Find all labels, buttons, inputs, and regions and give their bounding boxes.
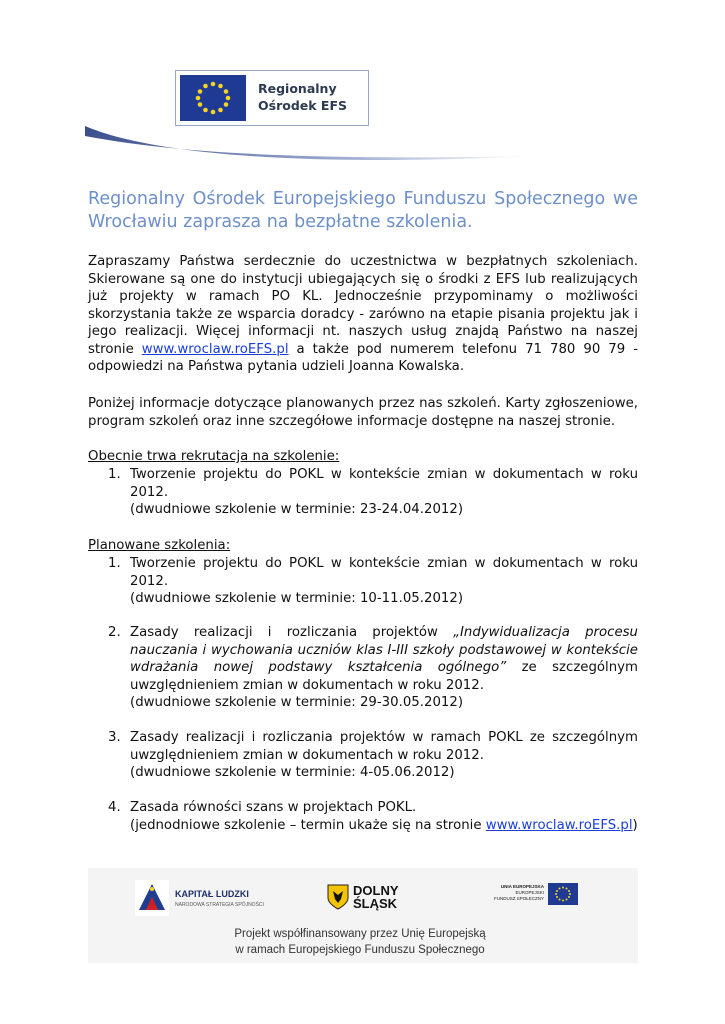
item-number: 1. bbox=[108, 556, 121, 571]
ue-line-1: UNIA EUROPEJSKA bbox=[500, 884, 544, 889]
item-term bbox=[130, 817, 638, 835]
item-number: 3. bbox=[108, 730, 121, 745]
website-link[interactable]: www.wroclaw.roEFS.pl bbox=[141, 341, 289, 357]
kapital-ludzki-icon bbox=[135, 880, 169, 916]
ds-line-1: DOLNY bbox=[353, 883, 399, 898]
footer-caption-line-1: Projekt współfinansowany przez Unię Europejską bbox=[234, 928, 486, 940]
ue-line-2: EUROPEJSKI bbox=[515, 890, 544, 895]
item-number: 4. bbox=[108, 800, 121, 815]
eu-fund-logo bbox=[490, 880, 585, 916]
kapital-ludzki-logo bbox=[135, 880, 275, 918]
intro-text: Zapraszamy Państwa serdecznie do uczestnictwa w bezpłatnych szkoleniach. Skierowane są one do instytucji ubiegających się o środki z EFS lub realizujących już projekty w ramach PO KL. Jednocześnie przypominamy o możliwości skorzystania także ze wsparcia doradcy - zarówno na etapie pisania projektu jak i jego realizacji. Więcej informacji nt. naszych usług znajdą Państwo na naszej stronie bbox=[88, 254, 638, 357]
item-title-start: Zasady realizacji i rozliczania projektów bbox=[130, 625, 454, 640]
kl-name: KAPITAŁ LUDZKI bbox=[175, 889, 249, 899]
dolny-slask-logo bbox=[325, 878, 415, 922]
document-title: Regionalny Ośrodek Europejskiego Funduszu Społecznego we Wrocławiu zaprasza na bezpłatne szkolenia. bbox=[88, 189, 638, 232]
ue-line-3: FUNDUSZ SPOŁECZNY bbox=[493, 896, 544, 901]
item-title: Zasada równości szans w projektach POKL. bbox=[130, 800, 417, 815]
item-title: Tworzenie projektu do POKL w kontekście zmian w dokumentach w roku 2012. bbox=[130, 556, 638, 589]
item-title-italic: „Indywidualizacja procesu nauczania i wychowania uczniów klas I-III szkoły podstawowej w kontekście wdrażania nowej podstawy kształcenia ogólnego” bbox=[130, 625, 638, 675]
kl-subtitle: NARODOWA STRATEGIA SPÓJNOŚCI bbox=[175, 902, 264, 908]
item-term: (dwudniowe szkolenie w terminie: 29-30.05.2012) bbox=[130, 695, 464, 710]
item-term: (dwudniowe szkolenie w terminie: 4-05.06.2012) bbox=[130, 765, 455, 780]
item-term-start: (jednodniowe szkolenie – termin ukaże się na stronie bbox=[130, 817, 486, 833]
item-term: (dwudniowe szkolenie w terminie: 10-11.05.2012) bbox=[130, 591, 464, 606]
item-number: 1. bbox=[108, 467, 121, 482]
planned-heading: Planowane szkolenia: bbox=[88, 538, 231, 553]
logo-line-1: Regionalny bbox=[258, 81, 337, 96]
intro-paragraph bbox=[88, 253, 638, 376]
eu-flag-small-icon bbox=[548, 883, 578, 905]
logo-line-2: Ośrodek EFS bbox=[258, 98, 347, 113]
item-title: Zasady realizacji i rozliczania projektów w ramach POKL ze szczególnym uwzględnieniem zmian w dokumentach w roku 2012. bbox=[130, 730, 638, 763]
info-paragraph: Poniżej informacje dotyczące planowanych przez nas szkoleń. Karty zgłoszeniowe, program szkoleń oraz inne szczegółowe informacje dostępne na naszej stronie. bbox=[88, 396, 638, 429]
intro-text-end: a także pod numerem telefonu 71 780 90 79 - odpowiedzi na Państwa pytania udzieli Joanna Kowalska. bbox=[88, 341, 639, 374]
item-term: (dwudniowe szkolenie w terminie: 23-24.04.2012) bbox=[130, 502, 464, 517]
current-heading: Obecnie trwa rekrutacja na szkolenie: bbox=[88, 449, 340, 464]
ds-line-2: ŚLĄSK bbox=[353, 896, 398, 911]
item-term-end: ) bbox=[632, 817, 638, 833]
website-link[interactable]: www.wroclaw.roEFS.pl bbox=[485, 817, 633, 833]
header-swoosh bbox=[80, 118, 540, 178]
eagle-shield-icon bbox=[327, 884, 349, 910]
item-title: Tworzenie projektu do POKL w kontekście zmian w dokumentach w roku 2012. bbox=[130, 467, 638, 500]
footer-caption-line-2: w ramach Europejskiego Funduszu Społecznego bbox=[235, 944, 485, 956]
item-title bbox=[130, 624, 638, 694]
eu-flag-icon bbox=[180, 75, 246, 121]
item-number: 2. bbox=[108, 625, 121, 640]
item-title-end: ze szczególnym uwzględnieniem zmian w dokumentach w roku 2012. bbox=[130, 660, 639, 693]
logo-text bbox=[258, 80, 347, 114]
